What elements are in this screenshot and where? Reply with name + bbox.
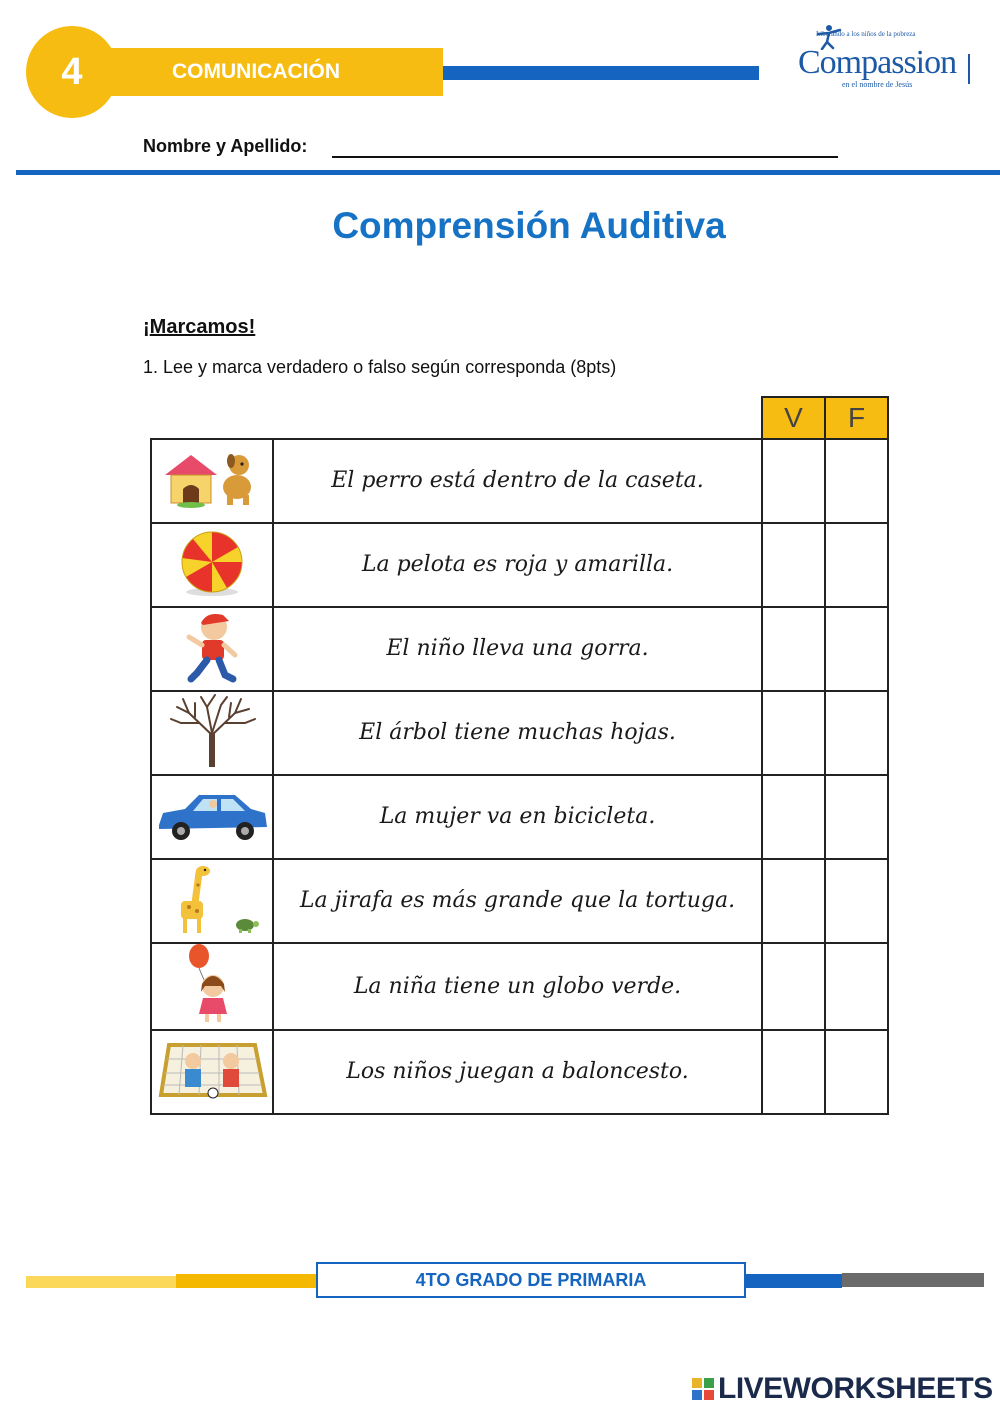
false-column-header	[824, 396, 889, 438]
image-cell	[151, 859, 273, 943]
false-checkbox[interactable]	[825, 859, 888, 943]
image-cell	[151, 691, 273, 775]
footer-grade-label: 4TO GRADO DE PRIMARIA	[415, 1269, 647, 1290]
true-false-table	[150, 438, 889, 1115]
logo-wordmark: Compassion	[798, 44, 957, 81]
true-checkbox[interactable]	[762, 859, 825, 943]
table-row	[151, 943, 888, 1030]
image-cell	[151, 943, 273, 1030]
name-label: Nombre y Apellido:	[143, 136, 308, 156]
table-row	[151, 775, 888, 859]
logo-tagline: Liberando a los niños de la pobreza	[816, 30, 916, 38]
footer-grade-box	[316, 1262, 746, 1298]
section-label: Marcamos!	[149, 316, 256, 338]
table-row	[151, 439, 888, 523]
image-cell	[151, 439, 273, 523]
name-input-line[interactable]	[332, 156, 838, 158]
true-checkbox[interactable]	[762, 523, 825, 607]
false-checkbox[interactable]	[825, 607, 888, 691]
liveworksheets-brand	[692, 1372, 993, 1406]
car-icon	[155, 785, 269, 845]
statement-cell: La niña tiene un globo verde.	[273, 943, 762, 1030]
header-blue-band	[443, 66, 759, 80]
table-row	[151, 1030, 888, 1114]
ball-icon	[159, 528, 265, 598]
statement-cell: El árbol tiene muchas hojas.	[273, 691, 762, 775]
true-checkbox[interactable]	[762, 439, 825, 523]
footer-band-yellow	[176, 1274, 316, 1288]
page-title: Comprensión Auditiva	[332, 205, 726, 246]
logo-divider	[968, 54, 970, 84]
true-checkbox[interactable]	[762, 607, 825, 691]
table-row	[151, 607, 888, 691]
grade-number: 4	[61, 50, 83, 93]
statement-cell: La jirafa es más grande que la tortuga.	[273, 859, 762, 943]
false-checkbox[interactable]	[825, 1030, 888, 1114]
subject-label: COMUNICACIÓN	[172, 60, 340, 83]
true-checkbox[interactable]	[762, 691, 825, 775]
true-column-header	[761, 396, 826, 438]
boy-cap-icon	[159, 609, 265, 685]
giraffe-turtle-icon	[159, 861, 265, 937]
liveworksheets-icon	[692, 1378, 714, 1400]
liveworksheets-wordmark: LIVEWORKSHEETS	[718, 1372, 993, 1405]
true-checkbox[interactable]	[762, 1030, 825, 1114]
section-prefix: ¡	[143, 316, 150, 338]
false-checkbox[interactable]	[825, 523, 888, 607]
header-divider	[16, 170, 1000, 175]
false-checkbox[interactable]	[825, 439, 888, 523]
grade-badge	[26, 26, 118, 118]
true-label: V	[784, 402, 803, 433]
kids-goal-icon	[155, 1037, 269, 1103]
statement-cell: El niño lleva una gorra.	[273, 607, 762, 691]
statement-cell: Los niños juegan a baloncesto.	[273, 1030, 762, 1114]
section-heading	[143, 316, 255, 339]
subject-band	[108, 48, 443, 96]
true-checkbox[interactable]	[762, 775, 825, 859]
false-checkbox[interactable]	[825, 691, 888, 775]
dog-house-icon	[159, 447, 265, 511]
table-row	[151, 691, 888, 775]
statement-cell: La pelota es roja y amarilla.	[273, 523, 762, 607]
table-row	[151, 523, 888, 607]
table-row	[151, 859, 888, 943]
girl-balloon-icon	[159, 944, 265, 1024]
statement-cell: El perro está dentro de la caseta.	[273, 439, 762, 523]
footer-band-blue	[746, 1274, 842, 1288]
true-checkbox[interactable]	[762, 943, 825, 1030]
compassion-logo	[790, 24, 980, 94]
logo-subline: en el nombre de Jesús	[842, 80, 913, 89]
statement-cell: La mujer va en bicicleta.	[273, 775, 762, 859]
footer-band-gray	[842, 1273, 984, 1287]
bare-tree-icon	[159, 693, 265, 769]
false-checkbox[interactable]	[825, 775, 888, 859]
image-cell	[151, 607, 273, 691]
image-cell	[151, 775, 273, 859]
image-cell	[151, 523, 273, 607]
false-label: F	[847, 402, 866, 433]
footer-band-light	[26, 1276, 176, 1288]
image-cell	[151, 1030, 273, 1114]
instruction-text: 1. Lee y marca verdadero o falso según corresponda (8pts)	[143, 357, 617, 377]
false-checkbox[interactable]	[825, 943, 888, 1030]
